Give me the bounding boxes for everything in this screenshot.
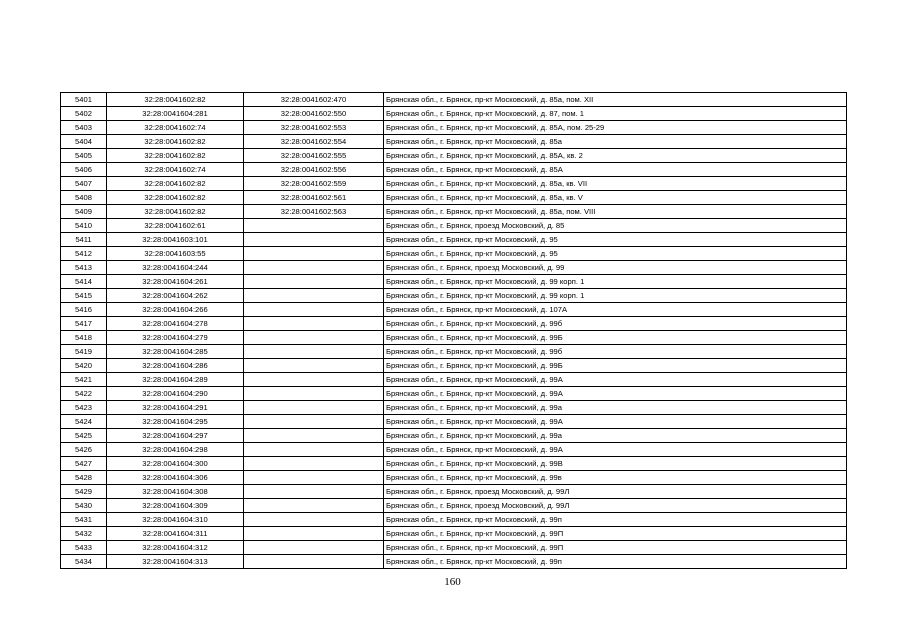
row-number-cell: 5408 <box>61 191 107 205</box>
table-row <box>61 359 847 373</box>
address-cell: Брянская обл., г. Брянск, пр-кт Московский, д. 99п <box>384 513 847 527</box>
address-cell: Брянская обл., г. Брянск, пр-кт Московский, д. 99а <box>384 429 847 443</box>
row-number-cell: 5423 <box>61 401 107 415</box>
cadastral-number-cell: 32:28:0041604:285 <box>107 345 244 359</box>
table-row <box>61 555 847 569</box>
linked-cadastral-number-cell <box>244 541 384 555</box>
row-number-cell: 5433 <box>61 541 107 555</box>
table-row <box>61 401 847 415</box>
table-row <box>61 135 847 149</box>
cadastral-number-cell: 32:28:0041604:298 <box>107 443 244 457</box>
address-cell: Брянская обл., г. Брянск, пр-кт Московский, д. 85А, кв. 2 <box>384 149 847 163</box>
address-cell: Брянская обл., г. Брянск, пр-кт Московский, д. 99П <box>384 527 847 541</box>
row-number-cell: 5409 <box>61 205 107 219</box>
table-row <box>61 373 847 387</box>
address-cell: Брянская обл., г. Брянск, пр-кт Московский, д. 99б <box>384 345 847 359</box>
cadastral-number-cell: 32:28:0041604:278 <box>107 317 244 331</box>
address-cell: Брянская обл., г. Брянск, проезд Московский, д. 85 <box>384 219 847 233</box>
row-number-cell: 5429 <box>61 485 107 499</box>
cadastral-number-cell: 32:28:0041602:82 <box>107 135 244 149</box>
row-number-cell: 5426 <box>61 443 107 457</box>
cadastral-number-cell: 32:28:0041604:300 <box>107 457 244 471</box>
table-row <box>61 289 847 303</box>
cadastral-number-cell: 32:28:0041602:82 <box>107 93 244 107</box>
table-row <box>61 499 847 513</box>
table-row <box>61 471 847 485</box>
address-cell: Брянская обл., г. Брянск, пр-кт Московский, д. 85а, пом. VIII <box>384 205 847 219</box>
linked-cadastral-number-cell: 32:28:0041602:556 <box>244 163 384 177</box>
cadastral-number-cell: 32:28:0041604:312 <box>107 541 244 555</box>
linked-cadastral-number-cell <box>244 289 384 303</box>
cadastral-number-cell: 32:28:0041602:61 <box>107 219 244 233</box>
address-cell: Брянская обл., г. Брянск, проезд Московский, д. 99Л <box>384 485 847 499</box>
table-row <box>61 275 847 289</box>
cadastral-number-cell: 32:28:0041604:289 <box>107 373 244 387</box>
address-cell: Брянская обл., г. Брянск, пр-кт Московский, д. 99 корп. 1 <box>384 275 847 289</box>
linked-cadastral-number-cell: 32:28:0041602:561 <box>244 191 384 205</box>
cadastral-number-cell: 32:28:0041604:291 <box>107 401 244 415</box>
address-cell: Брянская обл., г. Брянск, пр-кт Московский, д. 99Б <box>384 359 847 373</box>
table-row <box>61 121 847 135</box>
row-number-cell: 5420 <box>61 359 107 373</box>
row-number-cell: 5422 <box>61 387 107 401</box>
table-row <box>61 345 847 359</box>
address-cell: Брянская обл., г. Брянск, пр-кт Московский, д. 99А <box>384 373 847 387</box>
address-cell: Брянская обл., г. Брянск, пр-кт Московский, д. 99В <box>384 457 847 471</box>
linked-cadastral-number-cell <box>244 261 384 275</box>
linked-cadastral-number-cell <box>244 345 384 359</box>
cadastral-number-cell: 32:28:0041604:313 <box>107 555 244 569</box>
table-row <box>61 205 847 219</box>
linked-cadastral-number-cell <box>244 555 384 569</box>
row-number-cell: 5434 <box>61 555 107 569</box>
table-row <box>61 457 847 471</box>
cadastral-number-cell: 32:28:0041604:297 <box>107 429 244 443</box>
row-number-cell: 5405 <box>61 149 107 163</box>
cadastral-number-cell: 32:28:0041604:279 <box>107 331 244 345</box>
linked-cadastral-number-cell <box>244 247 384 261</box>
cadastral-number-cell: 32:28:0041604:281 <box>107 107 244 121</box>
table-row <box>61 177 847 191</box>
row-number-cell: 5432 <box>61 527 107 541</box>
linked-cadastral-number-cell: 32:28:0041602:553 <box>244 121 384 135</box>
row-number-cell: 5401 <box>61 93 107 107</box>
linked-cadastral-number-cell <box>244 513 384 527</box>
row-number-cell: 5424 <box>61 415 107 429</box>
linked-cadastral-number-cell <box>244 401 384 415</box>
cadastral-number-cell: 32:28:0041603:101 <box>107 233 244 247</box>
address-cell: Брянская обл., г. Брянск, пр-кт Московский, д. 99Б <box>384 331 847 345</box>
table-row <box>61 415 847 429</box>
records-table <box>60 92 847 569</box>
cadastral-number-cell: 32:28:0041604:266 <box>107 303 244 317</box>
row-number-cell: 5407 <box>61 177 107 191</box>
cadastral-number-cell: 32:28:0041604:244 <box>107 261 244 275</box>
cadastral-number-cell: 32:28:0041602:82 <box>107 191 244 205</box>
address-cell: Брянская обл., г. Брянск, пр-кт Московский, д. 99б <box>384 317 847 331</box>
linked-cadastral-number-cell <box>244 471 384 485</box>
linked-cadastral-number-cell: 32:28:0041602:555 <box>244 149 384 163</box>
linked-cadastral-number-cell: 32:28:0041602:554 <box>244 135 384 149</box>
table-row <box>61 485 847 499</box>
row-number-cell: 5431 <box>61 513 107 527</box>
cadastral-number-cell: 32:28:0041604:295 <box>107 415 244 429</box>
table-row <box>61 541 847 555</box>
address-cell: Брянская обл., г. Брянск, проезд Московский, д. 99Л <box>384 499 847 513</box>
linked-cadastral-number-cell <box>244 331 384 345</box>
address-cell: Брянская обл., г. Брянск, пр-кт Московский, д. 107А <box>384 303 847 317</box>
address-cell: Брянская обл., г. Брянск, пр-кт Московский, д. 95 <box>384 247 847 261</box>
linked-cadastral-number-cell <box>244 373 384 387</box>
address-cell: Брянская обл., г. Брянск, пр-кт Московский, д. 99А <box>384 387 847 401</box>
linked-cadastral-number-cell: 32:28:0041602:470 <box>244 93 384 107</box>
cadastral-number-cell: 32:28:0041604:261 <box>107 275 244 289</box>
address-cell: Брянская обл., г. Брянск, пр-кт Московский, д. 85а <box>384 135 847 149</box>
linked-cadastral-number-cell <box>244 303 384 317</box>
row-number-cell: 5417 <box>61 317 107 331</box>
row-number-cell: 5402 <box>61 107 107 121</box>
cadastral-number-cell: 32:28:0041604:262 <box>107 289 244 303</box>
row-number-cell: 5418 <box>61 331 107 345</box>
cadastral-number-cell: 32:28:0041602:82 <box>107 177 244 191</box>
table-row <box>61 513 847 527</box>
table-row <box>61 387 847 401</box>
table-row <box>61 107 847 121</box>
linked-cadastral-number-cell <box>244 429 384 443</box>
cadastral-number-cell: 32:28:0041604:286 <box>107 359 244 373</box>
cadastral-number-cell: 32:28:0041602:82 <box>107 149 244 163</box>
linked-cadastral-number-cell <box>244 443 384 457</box>
cadastral-number-cell: 32:28:0041604:290 <box>107 387 244 401</box>
cadastral-number-cell: 32:28:0041602:74 <box>107 163 244 177</box>
address-cell: Брянская обл., г. Брянск, пр-кт Московский, д. 99а <box>384 401 847 415</box>
address-cell: Брянская обл., г. Брянск, пр-кт Московский, д. 99П <box>384 541 847 555</box>
linked-cadastral-number-cell: 32:28:0041602:550 <box>244 107 384 121</box>
row-number-cell: 5404 <box>61 135 107 149</box>
row-number-cell: 5415 <box>61 289 107 303</box>
row-number-cell: 5412 <box>61 247 107 261</box>
address-cell: Брянская обл., г. Брянск, пр-кт Московский, д. 85А, пом. 25-29 <box>384 121 847 135</box>
linked-cadastral-number-cell: 32:28:0041602:559 <box>244 177 384 191</box>
linked-cadastral-number-cell <box>244 219 384 233</box>
page-number: 160 <box>444 576 461 588</box>
table-row <box>61 527 847 541</box>
linked-cadastral-number-cell <box>244 485 384 499</box>
cadastral-number-cell: 32:28:0041602:82 <box>107 205 244 219</box>
row-number-cell: 5430 <box>61 499 107 513</box>
table-row <box>61 233 847 247</box>
linked-cadastral-number-cell: 32:28:0041602:563 <box>244 205 384 219</box>
linked-cadastral-number-cell <box>244 499 384 513</box>
cadastral-number-cell: 32:28:0041604:311 <box>107 527 244 541</box>
cadastral-number-cell: 32:28:0041604:309 <box>107 499 244 513</box>
table-row <box>61 247 847 261</box>
address-cell: Брянская обл., г. Брянск, пр-кт Московский, д. 99в <box>384 471 847 485</box>
linked-cadastral-number-cell <box>244 275 384 289</box>
address-cell: Брянская обл., г. Брянск, пр-кт Московский, д. 99п <box>384 555 847 569</box>
address-cell: Брянская обл., г. Брянск, пр-кт Московский, д. 99 корп. 1 <box>384 289 847 303</box>
cadastral-number-cell: 32:28:0041602:74 <box>107 121 244 135</box>
cadastral-number-cell: 32:28:0041604:310 <box>107 513 244 527</box>
address-cell: Брянская обл., г. Брянск, пр-кт Московский, д. 85а, кв. V <box>384 191 847 205</box>
table-row <box>61 261 847 275</box>
row-number-cell: 5403 <box>61 121 107 135</box>
address-cell: Брянская обл., г. Брянск, пр-кт Московский, д. 85а, пом. XII <box>384 93 847 107</box>
table-row <box>61 317 847 331</box>
address-cell: Брянская обл., г. Брянск, пр-кт Московский, д. 99А <box>384 415 847 429</box>
table-row <box>61 303 847 317</box>
row-number-cell: 5416 <box>61 303 107 317</box>
table-row <box>61 93 847 107</box>
linked-cadastral-number-cell <box>244 359 384 373</box>
row-number-cell: 5411 <box>61 233 107 247</box>
linked-cadastral-number-cell <box>244 233 384 247</box>
row-number-cell: 5421 <box>61 373 107 387</box>
table-row <box>61 163 847 177</box>
table-row <box>61 149 847 163</box>
row-number-cell: 5414 <box>61 275 107 289</box>
records-table-body <box>61 93 847 569</box>
row-number-cell: 5406 <box>61 163 107 177</box>
address-cell: Брянская обл., г. Брянск, пр-кт Московский, д. 99А <box>384 443 847 457</box>
row-number-cell: 5427 <box>61 457 107 471</box>
table-row <box>61 191 847 205</box>
address-cell: Брянская обл., г. Брянск, пр-кт Московский, д. 95 <box>384 233 847 247</box>
address-cell: Брянская обл., г. Брянск, проезд Московский, д. 99 <box>384 261 847 275</box>
cadastral-number-cell: 32:28:0041603:55 <box>107 247 244 261</box>
linked-cadastral-number-cell <box>244 457 384 471</box>
row-number-cell: 5428 <box>61 471 107 485</box>
row-number-cell: 5419 <box>61 345 107 359</box>
table-row <box>61 429 847 443</box>
linked-cadastral-number-cell <box>244 387 384 401</box>
row-number-cell: 5425 <box>61 429 107 443</box>
address-cell: Брянская обл., г. Брянск, пр-кт Московский, д. 85а, кв. VII <box>384 177 847 191</box>
row-number-cell: 5410 <box>61 219 107 233</box>
row-number-cell: 5413 <box>61 261 107 275</box>
cadastral-number-cell: 32:28:0041604:308 <box>107 485 244 499</box>
linked-cadastral-number-cell <box>244 415 384 429</box>
linked-cadastral-number-cell <box>244 317 384 331</box>
table-row <box>61 219 847 233</box>
linked-cadastral-number-cell <box>244 527 384 541</box>
cadastral-number-cell: 32:28:0041604:306 <box>107 471 244 485</box>
address-cell: Брянская обл., г. Брянск, пр-кт Московский, д. 87, пом. 1 <box>384 107 847 121</box>
table-row <box>61 331 847 345</box>
address-cell: Брянская обл., г. Брянск, пр-кт Московский, д. 85А <box>384 163 847 177</box>
table-row <box>61 443 847 457</box>
